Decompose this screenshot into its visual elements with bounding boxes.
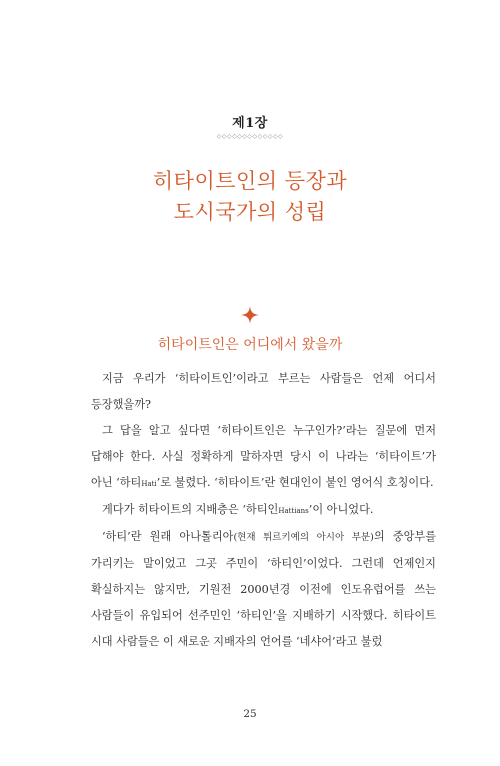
four-point-star-icon — [241, 306, 259, 324]
paragraph-4-text-rest: 의 중앙부를 가리키는 말이었고 그곳 주민이 ‘하티인’이었다. 그런데 언제인지 확실하지는 않지만, 기원전 2000년경 이전에 인도유럽어를 쓰는 사람들이 유입되어 선주민인 ‘하티인’을 지배하기 시작했다. 히타이트 시대 사람들은 이 새로운 지배자의 언어를 ‘네샤어’라고 불렀 — [91, 530, 437, 648]
paragraph-3-latin: Hattians — [278, 507, 309, 515]
paragraph-3-text-rest: ’이 아니었다. — [308, 503, 374, 516]
section-title: 히타이트인은 어디에서 왔을까 — [157, 337, 343, 353]
chapter-label: 제1장 — [232, 116, 268, 131]
chapter-title-line-1: 히타이트인의 등장과 — [152, 169, 348, 193]
paragraph-1 — [91, 366, 436, 418]
paragraph-4-text: ‘하티’란 원래 아나톨리아 — [102, 530, 234, 543]
paragraph-4-parenthetical: (현재 튀르키예의 아시아 부분) — [233, 532, 374, 543]
paragraph-2 — [91, 418, 436, 497]
paragraph-2-text: 그 답을 알고 싶다면 ‘히타이트인은 누구인가?’라는 질문에 먼저 답해야 한다. 사실 정확하게 말하자면 당시 이 나라는 ‘히타이트’가 아닌 ‘하티 — [91, 424, 436, 489]
chapter-title-line-2: 도시국가의 성립 — [173, 200, 327, 224]
page-number: 25 — [243, 708, 257, 720]
paragraph-3-text: 게다가 히타이트의 지배층은 ‘하티인 — [102, 503, 279, 516]
paragraph-4 — [91, 524, 436, 655]
paragraph-2-text-rest: ’로 불렸다. ‘히타이트’란 현대인이 붙인 영어식 호칭이다. — [156, 476, 434, 489]
paragraph-1-text: 지금 우리가 ‘히타이트인’이라고 부르는 사람들은 언제 어디서 등장했을까? — [91, 372, 436, 411]
paragraph-2-latin: Hati — [141, 480, 157, 488]
chapter-title — [0, 166, 500, 228]
paragraph-3 — [91, 497, 436, 524]
body-text — [91, 366, 436, 655]
chapter-ornament: ◇◇◇◇◇◇◇◇◇◇◇◇◇ — [216, 133, 284, 140]
